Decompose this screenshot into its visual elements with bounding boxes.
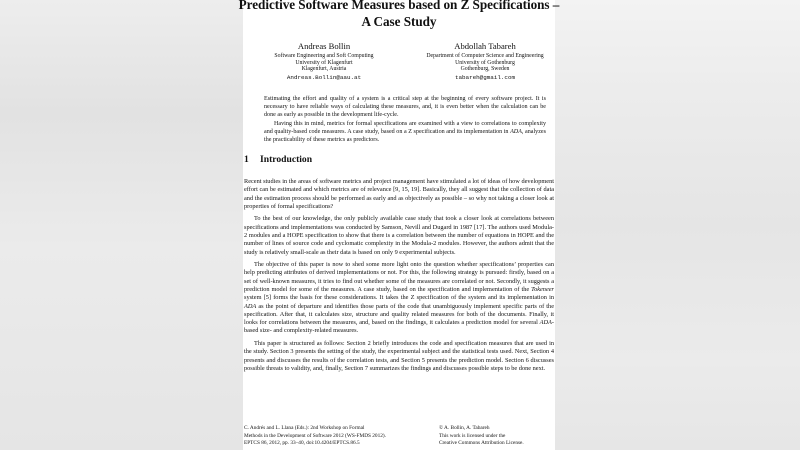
footer-citation <box>244 425 444 448</box>
section-number: 1 <box>244 154 249 165</box>
author-block-2 <box>393 40 577 82</box>
emphasis-ada: ADA <box>244 302 257 310</box>
body-paragraph-1: Recent studies in the areas of software metrics and project management have stimulated a lot of ideas of how development effort can be estimated and which metrics are of relevance [9, 15, 19]. Basically, they all suggest that the collection of data and the estimation process should be performed as early and as objectively as possible – so why not taking a closer look at properties of formal specifications? <box>244 178 554 210</box>
body-text: The objective of this paper is now to shed some more light onto the question whether specifications’ properties can help predicting attributes of derived implementations or not. For this, the following strategy is pursued: firstly, based on a set of well-known measures, it tries to find out whether some of the measures are correlated or not. Secondly, it suggests a prediction model for some of the measures. A case study, based on the specification and implementation of the <box>244 261 554 293</box>
footer-line: Creative Commons Attribution License. <box>439 440 524 446</box>
footer-license <box>439 425 559 448</box>
footer-line: EPTCS 86, 2012, pp. 33–40, doi:10.4204/EPTCS.86.5 <box>244 440 360 446</box>
emphasis-ada: ADA <box>539 319 552 327</box>
emphasis-tokeneer: Tokeneer <box>531 285 554 293</box>
abstract <box>264 95 546 144</box>
author-affiliation: University of Gothenburg <box>455 59 515 66</box>
author-email: Andreas.Bollin@aau.at <box>286 73 362 81</box>
footer-line: Methods in the Development of Software 2012 (WS-FMDS 2012). <box>244 432 386 439</box>
abstract-text: Having this in mind, metrics for formal specifications are examined with a view to correlations to complexity and quality-based code measures. A case study, based on a Z specification and its implementation in <box>264 120 546 135</box>
footer-line: © A. Bollin, A. Tabareh <box>439 425 490 431</box>
paper-page <box>238 0 560 450</box>
author-email: tabareh@gmail.com <box>454 73 516 81</box>
footer-line: C. Andrés and L. Llana (Eds.): 2nd Workshop on Formal <box>244 425 365 431</box>
section-heading <box>244 154 312 165</box>
body-text: -based size- and complexity-related measures. <box>244 319 554 335</box>
author-block-1 <box>244 40 404 82</box>
title-line-2: A Case Study <box>361 14 437 29</box>
abstract-paragraph-2 <box>264 120 546 145</box>
body-paragraph-4: This paper is structured as follows: Section 2 briefly introduces the code and specification measures that are used in the study. Section 3 presents the setting of the study, the experimental subject and the statistical tests used. Next, Section 4 presents and discusses the results of the correlation tests, and Section 5 presents the prediction model. Section 6 discusses possible threats to validity, and, finally, Section 7 summarizes the findings and discusses possible steps to be done next. <box>244 339 554 372</box>
section-title: Introduction <box>260 154 313 165</box>
author-affiliation: Software Engineering and Soft Computing <box>274 53 374 59</box>
footer-line: This work is licensed under the <box>439 432 506 439</box>
body-text: as the point of departure and identifies those parts of the code that unambiguously implement specific parts of the specification. After that, it calculates size, structure and quality related measures for both of the documents. Finally, it looks for correlations between the measures, and, based on the findings, it calculates a prediction model for several <box>244 302 554 327</box>
body-paragraph-2: To the best of our knowledge, the only publicly available case study that took a closer look at correlations between specifications and implementations was conducted by Samson, Nevill and Dugard in 1987 [17]. The authors used Modula-2 modules and a HOPE specification to show that there is a correlation between the number of equations in HOPE and the number of lines of source code and cyclomatic complexity in the Modula-2 modules. However, the authors admit that the study is relatively small-scale as their data is based on only 9 experimental subjects. <box>244 215 554 256</box>
author-affiliation: Department of Computer Science and Engineering <box>426 53 544 59</box>
author-name: Abdollah Tabareh <box>454 41 516 51</box>
abstract-text: , analyzes the practicability of these metrics as predictors. <box>264 128 546 144</box>
emphasis-ada: ADA <box>510 128 522 135</box>
author-name: Andreas Bollin <box>297 41 351 51</box>
author-affiliation: Gothenburg, Sweden <box>460 66 510 73</box>
abstract-paragraph-1: Estimating the effort and quality of a system is a critical step at the beginning of every software project. It is necessary to have reliable ways of calculating these measures, and, it is even better when the calculation can be done as early as possible in the development life-cycle. <box>264 96 546 119</box>
background-right <box>555 0 800 450</box>
body-paragraph-3 <box>244 261 554 336</box>
section-body <box>244 178 554 377</box>
author-affiliation: University of Klagenfurt <box>295 59 353 66</box>
paper-title <box>231 0 567 30</box>
title-line-1: Predictive Software Measures based on Z Specifications – <box>238 0 560 12</box>
background-left <box>0 0 243 450</box>
body-text: system [5] forms the basis for these considerations. It takes the Z specification of the system and its implementation in <box>244 294 554 302</box>
author-affiliation: Klagenfurt, Austria <box>301 66 347 73</box>
